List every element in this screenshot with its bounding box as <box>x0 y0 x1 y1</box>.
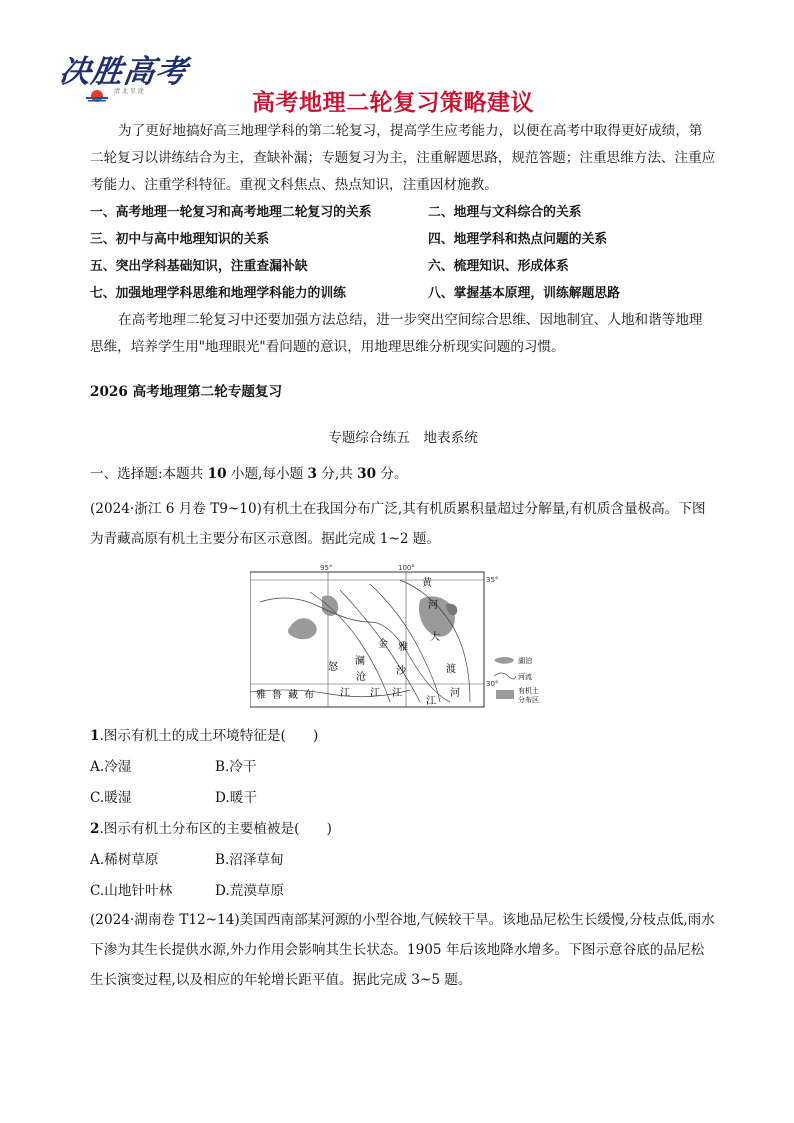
map-label: 怒 <box>328 662 338 673</box>
map-label: 藏 <box>288 690 298 701</box>
option[interactable]: D.荒漠草原 <box>215 883 285 899</box>
map-label: 雅 <box>256 690 266 701</box>
question-2-options-row <box>90 881 390 901</box>
point-row <box>90 226 716 253</box>
question-intro: (2024·湖南卷 T12~14)美国西南部某河源的小型谷地,气候较干旱。该地品尼松生长缓慢,分枝点低,雨水下渗为其生长提供水源,外力作用会影响其生长状态。1905 年后该地降水增多。下图示意谷底的品尼松生长演变过程,以及相应的年轮增长距平值。据此完成 3~5 题。 <box>90 912 715 988</box>
map-label: 江 <box>392 688 402 699</box>
map-label: 江 <box>340 688 350 699</box>
option[interactable]: C.暖湿 <box>90 790 132 806</box>
legend-soil: 有机土 <box>518 687 539 695</box>
option[interactable]: D.暖干 <box>215 790 257 806</box>
map-label: 江 <box>370 688 380 699</box>
lat-label: 30° <box>486 680 499 688</box>
logo-subtext: 清 北 星 途 <box>114 88 144 95</box>
map-label: 鲁 <box>272 690 282 701</box>
map-label: 河 <box>450 688 460 699</box>
point-row <box>90 253 716 280</box>
lon-label: 100° <box>398 564 415 572</box>
map-label: 渡 <box>446 664 456 675</box>
map-label: 澜 <box>355 656 365 667</box>
closing-paragraph: 在高考地理二轮复习中还要加强方法总结，进一步突出空间综合思维、因地制宜、人地和谐等地理思维，培养学生用"地理眼光"看问题的意识，用地理思维分析现实问题的习惯。 <box>90 312 703 355</box>
option[interactable]: A.稀树草原 <box>90 852 159 868</box>
lon-label: 95° <box>320 564 333 572</box>
map-label: 沧 <box>356 672 366 683</box>
exercise-title: 专题综合练五 地表系统 <box>328 430 478 446</box>
lat-label: 35° <box>486 576 499 584</box>
option[interactable]: C.山地针叶林 <box>90 883 173 899</box>
point-item: 四、地理学科和热点问题的关系 <box>428 232 608 247</box>
option[interactable]: A.冷湿 <box>90 759 132 775</box>
legend-soil-area: 分布区 <box>518 696 539 704</box>
instructions: 一、选择题:本题共 10 小题,每小题 3 分,共 30 分。 <box>90 466 408 482</box>
sunrise-icon <box>86 86 108 104</box>
legend-lake: 湖泊 <box>518 657 532 665</box>
map-label: 沙 <box>396 666 406 677</box>
point-row <box>90 280 716 307</box>
point-item: 五、突出学科基础知识，注重查漏补缺 <box>90 259 308 274</box>
question-2: 2.图示有机土分布区的主要植被是( ) <box>90 821 332 837</box>
point-item: 七、加强地理学科思维和地理学科能力的训练 <box>90 286 346 301</box>
question-2-options-row <box>90 850 390 870</box>
point-item: 二、地理与文科综合的关系 <box>428 205 582 220</box>
map-label: 布 <box>304 690 314 701</box>
section-title: 2026 高考地理第二轮专题复习 <box>90 384 283 400</box>
page-title: 高考地理二轮复习策略建议 <box>252 90 534 116</box>
question-1-options-row <box>90 788 390 808</box>
organic-soil-map <box>250 562 550 720</box>
point-item: 三、初中与高中地理知识的关系 <box>90 232 270 247</box>
map-label: 黄 <box>422 578 432 589</box>
map-label: 江 <box>426 696 436 707</box>
point-item: 八、掌握基本原理，训练解题思路 <box>428 286 620 301</box>
map-label: 大 <box>430 632 440 643</box>
point-item: 六、梳理知识、形成体系 <box>428 259 569 274</box>
option[interactable]: B.沼泽草甸 <box>215 852 284 868</box>
option[interactable]: B.冷干 <box>215 759 257 775</box>
point-item: 一、高考地理一轮复习和高考地理二轮复习的关系 <box>90 205 372 220</box>
intro-paragraph: 为了更好地搞好高三地理学科的第二轮复习，提高学生应考能力，以便在高考中取得更好成绩，第二轮复习以讲练结合为主，查缺补漏；专题复习为主，注重解题思路，规范答题；注重思维方法、注重应考能力、注重学科特征。重视文科焦点、热点知识，注重因材施教。 <box>90 123 716 193</box>
question-intro: (2024·浙江 6 月卷 T9~10)有机土在我国分布广泛,其有机质累积量超过分解量,有机质含量极高。下图为青藏高原有机土主要分布区示意图。据此完成 1~2 题。 <box>90 501 706 547</box>
logo <box>56 46 191 108</box>
question-1-options-row <box>90 757 390 777</box>
map-label: 雅 <box>398 642 408 653</box>
map-label: 金 <box>378 639 388 650</box>
logo-text: 决胜高考 <box>56 54 191 90</box>
point-row <box>90 199 716 226</box>
question-1: 1.图示有机土的成土环境特征是( ) <box>90 728 319 744</box>
map-label: 河 <box>428 600 438 611</box>
legend-river: 河流 <box>518 673 532 681</box>
map-figure <box>250 562 550 720</box>
